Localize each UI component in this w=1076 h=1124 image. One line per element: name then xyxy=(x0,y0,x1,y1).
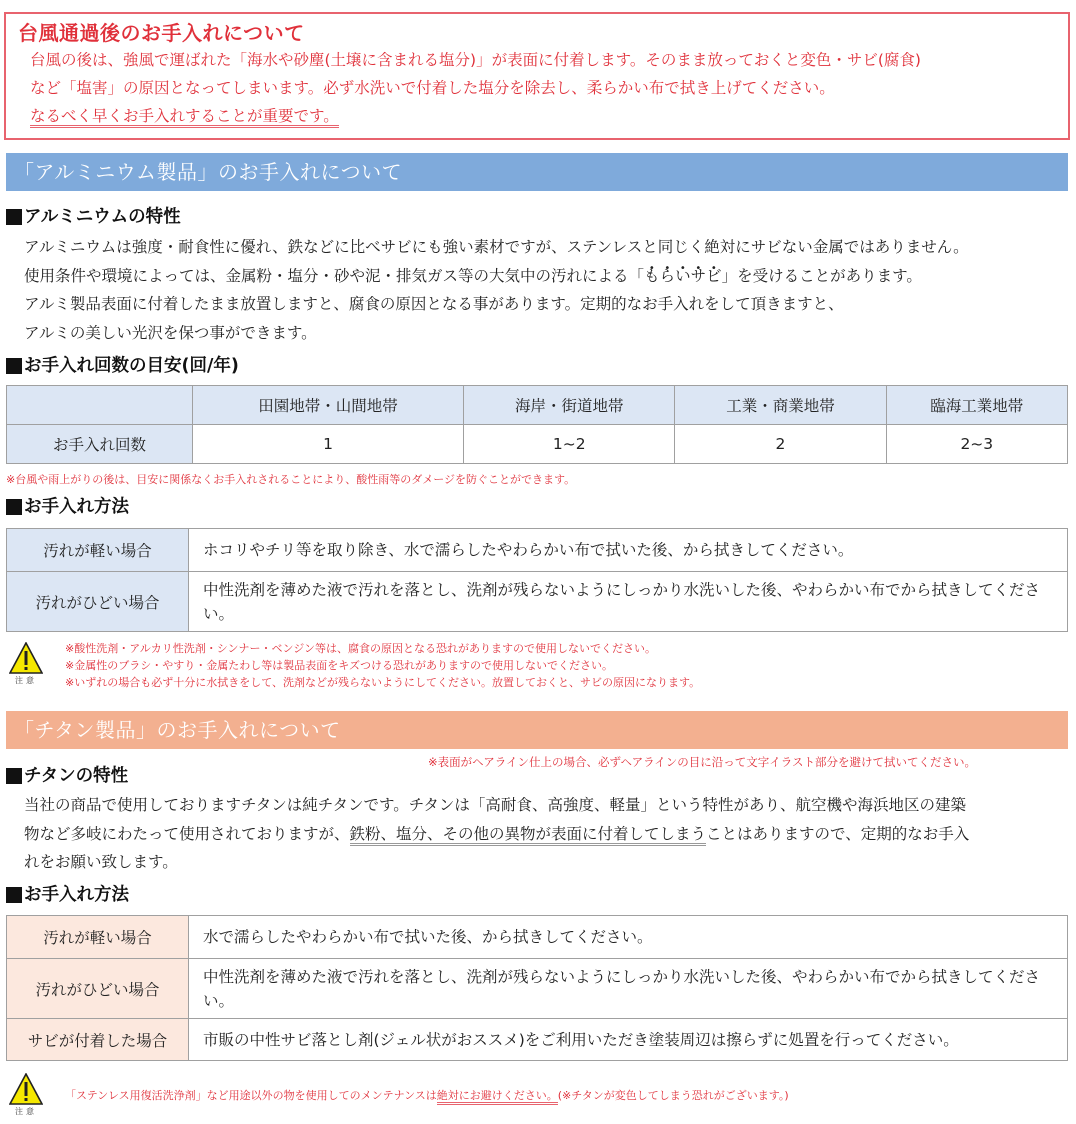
paragraph-line: アルミの美しい光沢を保つ事ができます。 xyxy=(24,323,317,342)
typhoon-notice-line: 台風の後は、強風で運ばれた「海水や砂塵(土壌に含まれる塩分)」が表面に付着します。そのまま放っておくと変色・サビ(腐食) xyxy=(30,51,921,69)
square-bullet-icon xyxy=(6,887,22,903)
table-cell: ホコリやチリ等を取り除き、水で濡らしたやわらかい布で拭いた後、から拭きしてください。 xyxy=(189,529,1068,572)
typhoon-emphasis: なるべく早くお手入れすることが重要です。 xyxy=(30,107,339,128)
emphasis-char: い xyxy=(675,266,691,285)
table-cell: 中性洗剤を薄めた液で汚れを落とし、洗剤が残らないようにしっかり水洗いした後、やわらかい布でから拭きしてください。 xyxy=(189,572,1068,632)
table-row-label: 汚れがひどい場合 xyxy=(7,572,189,632)
table-row xyxy=(7,916,1068,959)
table-header-cell: 工業・商業地帯 xyxy=(675,386,886,425)
table-row xyxy=(7,572,1068,632)
table-row xyxy=(7,959,1068,1019)
caution-emphasis: 絶対にお避けください。 xyxy=(437,1089,558,1105)
frequency-note: ※台風や雨上がりの後は、目安に関係なくお手入れされることにより、酸性雨等のダメージを防ぐことができます。 xyxy=(6,473,576,486)
typhoon-notice-title: 台風通過後のお手入れについて xyxy=(18,21,305,45)
underlined-text: 鉄粉、塩分、その他の異物が表面に付着してしまう xyxy=(350,825,707,846)
caution-sign xyxy=(8,1073,44,1117)
paragraph-line: 当社の商品で使用しておりますチタンは純チタンです。チタンは「高耐食、高強度、軽量」という特性があり、航空機や海浜地区の建築 xyxy=(24,796,966,814)
emphasis-char: も xyxy=(644,266,660,285)
aluminum-properties-heading xyxy=(6,206,181,228)
caution-line: ※いずれの場合も必ず十分に水拭きをして、洗剤などが残らないようにしてください。放置しておくと、サビの原因になります。 xyxy=(65,676,701,689)
table-row xyxy=(7,529,1068,572)
table-row-label: 汚れが軽い場合 xyxy=(7,529,189,572)
aluminum-section-banner: 「アルミニウム製品」のお手入れについて xyxy=(6,153,1068,191)
table-cell: 水で濡らしたやわらかい布で拭いた後、から拭きしてください。 xyxy=(189,916,1068,959)
caution-line: ※酸性洗剤・アルカリ性洗剤・シンナー・ベンジン等は、腐食の原因となる恐れがありますので使用しないでください。 xyxy=(65,642,656,655)
hairline-note: ※表面がヘアライン仕上の場合、必ずヘアラインの目に沿って文字イラスト部分を避けて拭いてください。 xyxy=(428,755,976,769)
caution-sign xyxy=(8,642,44,686)
aluminum-properties-text xyxy=(24,233,969,347)
emphasis-char: ら xyxy=(659,266,676,285)
warning-triangle-icon xyxy=(9,642,43,674)
titanium-caution-text xyxy=(65,1087,789,1104)
titanium-properties-heading xyxy=(6,765,128,787)
titanium-method-heading xyxy=(6,884,129,906)
square-bullet-icon xyxy=(6,358,22,374)
table-row xyxy=(7,425,1068,464)
caution-text: 「ステンレス用復活洗浄剤」など用途以外の物を使用してのメンテナンスは xyxy=(65,1089,437,1102)
typhoon-notice-line xyxy=(18,102,1058,130)
typhoon-notice-box xyxy=(4,12,1070,140)
warning-triangle-icon xyxy=(9,1073,43,1105)
table-header-cell: 臨海工業地帯 xyxy=(886,386,1067,425)
table-cell: 2 xyxy=(675,425,886,464)
table-cell: 1 xyxy=(193,425,464,464)
table-cell: 中性洗剤を薄めた液で汚れを落とし、洗剤が残らないようにしっかり水洗いした後、やわらかい布でから拭きしてください。 xyxy=(189,959,1068,1019)
paragraph-line xyxy=(24,820,969,849)
titanium-section-banner: 「チタン製品」のお手入れについて xyxy=(6,711,1068,749)
caution-label: 注意 xyxy=(15,676,37,685)
quote-open: 「 xyxy=(628,266,645,285)
caution-label: 注意 xyxy=(15,1107,37,1116)
aluminum-caution-text xyxy=(65,640,700,691)
table-row-label: お手入れ回数 xyxy=(7,425,193,464)
caution-line: ※金属性のブラシ・やすり・金属たわし等は製品表面をキズつける恐れがありますので使用しないでください。 xyxy=(65,659,613,672)
heading-text: お手入れ回数の目安(回/年) xyxy=(24,356,239,376)
quote-close: 」 xyxy=(721,266,738,285)
table-cell: 1~2 xyxy=(464,425,675,464)
table-row-label: 汚れがひどい場合 xyxy=(7,959,189,1019)
frequency-heading xyxy=(6,355,239,377)
square-bullet-icon xyxy=(6,209,22,225)
heading-text: お手入れ方法 xyxy=(24,497,129,517)
paragraph-line xyxy=(24,262,969,291)
aluminum-method-heading xyxy=(6,496,129,518)
frequency-table xyxy=(6,385,1068,464)
table-cell: 2~3 xyxy=(886,425,1067,464)
caution-text: (※チタンが変色してしまう恐れがございます。) xyxy=(557,1089,789,1102)
paragraph-line: アルミニウムは強度・耐食性に優れ、鉄などに比べサビにも強い素材ですが、ステンレスと同じく絶対にサビない金属ではありません。 xyxy=(24,238,969,256)
typhoon-notice-line: など「塩害」の原因となってしまいます。必ず水洗いで付着した塩分を除去し、柔らかい布で拭き上げてください。 xyxy=(30,79,835,97)
square-bullet-icon xyxy=(6,499,22,515)
paragraph-line: アルミ製品表面に付着したまま放置しますと、腐食の原因となる事があります。定期的なお手入れをして頂きますと、 xyxy=(24,295,844,313)
heading-text: アルミニウムの特性 xyxy=(24,207,181,227)
emphasis-char: サ xyxy=(690,266,707,285)
paragraph-line: れをお願い致します。 xyxy=(24,853,178,871)
heading-text: お手入れ方法 xyxy=(24,885,129,905)
emphasis-char: ビ xyxy=(706,266,722,285)
titanium-properties-text xyxy=(24,791,969,877)
table-row xyxy=(7,1019,1068,1061)
line-text: を受けることがあります。 xyxy=(737,266,922,285)
titanium-method-table xyxy=(6,915,1068,1061)
table-cell: 市販の中性サビ落とし剤(ジェル状がおススメ)をご利用いただき塗装周辺は擦らずに処置を行ってください。 xyxy=(189,1019,1068,1061)
heading-text: チタンの特性 xyxy=(24,766,129,786)
table-header-row xyxy=(7,386,1068,425)
line-text: 物など多岐にわたって使用されておりますが、 xyxy=(24,824,350,843)
table-header-cell xyxy=(7,386,193,425)
square-bullet-icon xyxy=(6,768,22,784)
table-row-label: 汚れが軽い場合 xyxy=(7,916,189,959)
table-row-label: サビが付着した場合 xyxy=(7,1019,189,1061)
table-header-cell: 田園地帯・山間地帯 xyxy=(193,386,464,425)
aluminum-method-table xyxy=(6,528,1068,632)
line-text: 使用条件や環境によっては、金属粉・塩分・砂や泥・排気ガス等の大気中の汚れによる xyxy=(24,266,629,285)
line-text: ことはありますので、定期的なお手入 xyxy=(706,824,970,843)
table-header-cell: 海岸・街道地帯 xyxy=(464,386,675,425)
